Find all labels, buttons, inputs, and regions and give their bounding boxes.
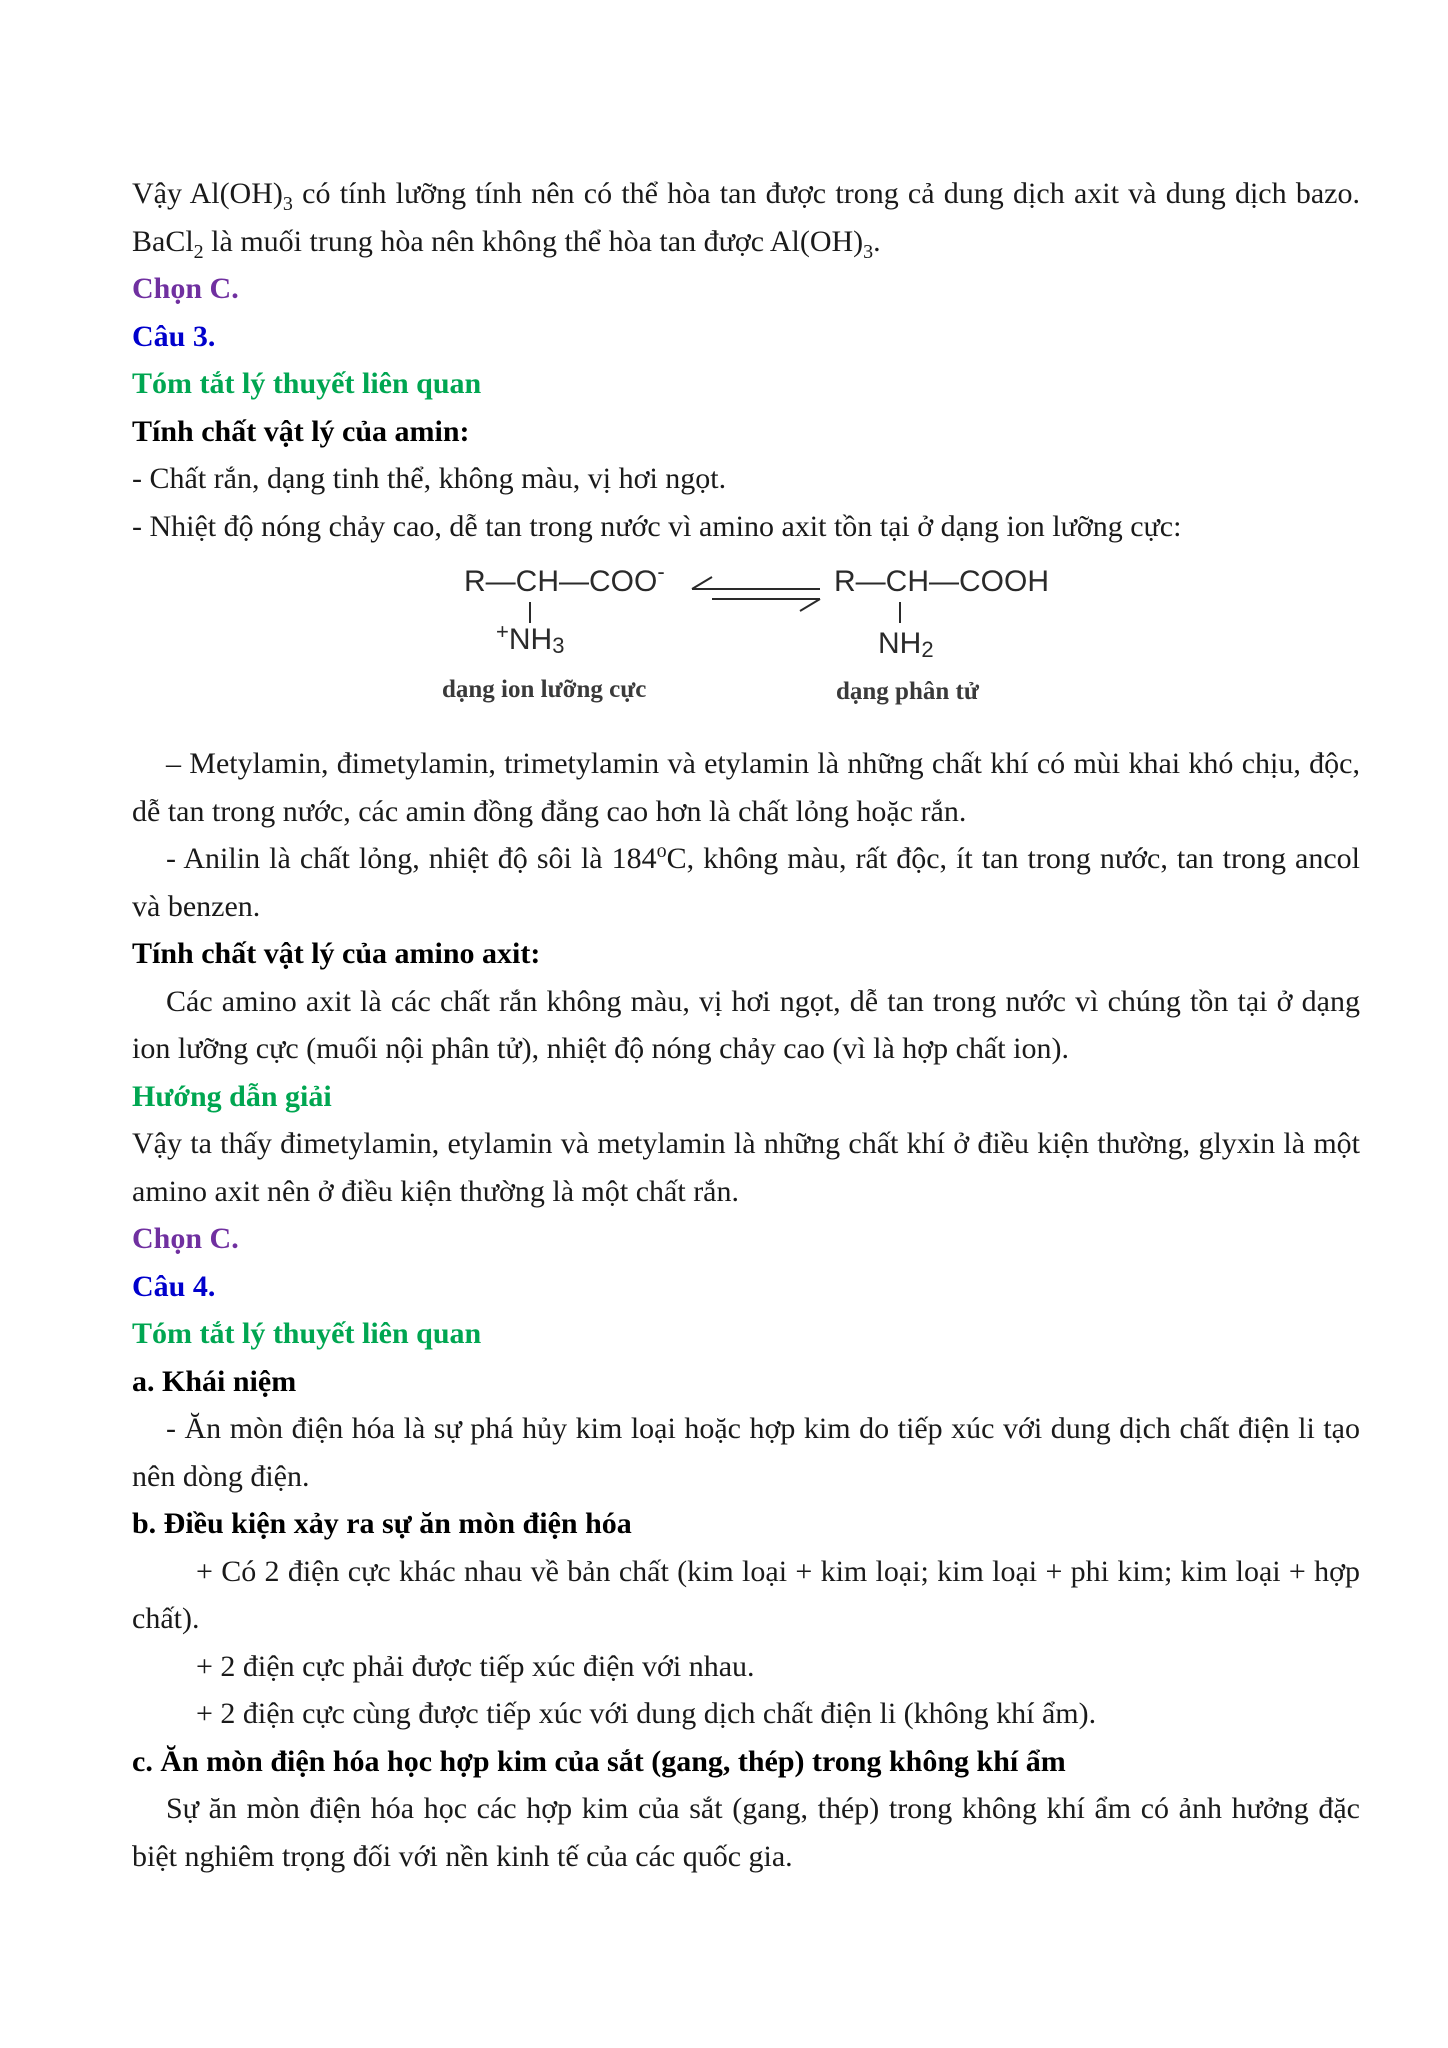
section-heading: Tóm tắt lý thuyết liên quan	[132, 367, 482, 400]
subsection-heading: c. Ăn mòn điện hóa học hợp kim của sắt (gang, thép) trong không khí ẩm	[132, 1744, 1066, 1778]
subscript: 3	[282, 193, 293, 215]
text-paragraph: Vậy ta thấy đimetylamin, etylamin và metylamin là những chất khí ở điều kiện thường, glyxin là một amino axit nên ở điều kiện thường là một chất rắn.	[132, 1127, 1360, 1208]
text-paragraph	[132, 835, 1360, 930]
formula-molecule: R—CH—COOH	[834, 565, 1049, 598]
text-line: - Nhiệt độ nóng chảy cao, dễ tan trong nước vì amino axit tồn tại ở dạng ion lưỡng cực:	[132, 509, 1182, 543]
answer-choice: Chọn C.	[132, 1222, 239, 1255]
subscript: 2	[193, 240, 204, 263]
list-item: + Có 2 điện cực khác nhau về bản chất (kim loại + kim loại; kim loại + phi kim; kim loại + hợp chất).	[132, 1554, 1360, 1635]
text-line: - Chất rắn, dạng tinh thể, không màu, vị hơi ngọt.	[132, 462, 727, 495]
intro-paragraph	[132, 170, 1360, 265]
caption-zwitterion: dạng ion lưỡng cực	[442, 676, 647, 703]
formula-nh3: +NH3	[496, 619, 565, 658]
text-run: Vậy Al(OH)	[132, 177, 283, 210]
text-run: C, không màu, rất độc, ít tan trong nước, tan trong ancol và benzen.	[132, 842, 1360, 923]
subsection-heading: Tính chất vật lý của amin:	[132, 414, 470, 448]
section-heading: Tóm tắt lý thuyết liên quan	[132, 1317, 482, 1350]
subsection-heading: b. Điều kiện xảy ra sự ăn mòn điện hóa	[132, 1507, 632, 1540]
formula-nh2: NH2	[878, 627, 934, 662]
question-number: Câu 3.	[132, 319, 216, 353]
text-paragraph: Sự ăn mòn điện hóa học các hợp kim của sắt (gang, thép) trong không khí ẩm có ảnh hưởng đặc biệt nghiêm trọng đối với nền kinh tế của các quốc gia.	[132, 1792, 1360, 1873]
answer-choice: Chọn C.	[132, 272, 239, 305]
chemical-equilibrium-figure	[132, 550, 1360, 740]
formula-zwitterion: R—CH—COO-	[464, 559, 665, 598]
question-number: Câu 4.	[132, 1269, 216, 1303]
subscript: 3	[863, 240, 874, 263]
subsection-heading: a. Khái niệm	[132, 1364, 297, 1398]
text-run: .	[873, 224, 881, 258]
text-paragraph: Các amino axit là các chất rắn không màu, vị hơi ngọt, dễ tan trong nước vì chúng tồn tại ở dạng ion lưỡng cực (muối nội phân tử), nhiệt độ nóng chảy cao (vì là hợp chất ion).	[132, 984, 1360, 1065]
superscript: o	[656, 840, 667, 862]
text-paragraph: – Metylamin, đimetylamin, trimetylamin và etylamin là những chất khí có mùi khai khó chịu, độc, dễ tan trong nước, các amin đồng đẳng cao hơn là chất lỏng hoặc rắn.	[132, 747, 1360, 828]
text-run: có tính lưỡng tính nên có thể hòa tan được trong cả dung dịch axit và dung dịch bazo. BaCl	[132, 177, 1360, 258]
subsection-heading: Tính chất vật lý của amino axit:	[132, 937, 541, 970]
equilibrium-diagram	[132, 550, 1360, 740]
text-run: là muối trung hòa nên không thể hòa tan được Al(OH)	[203, 224, 864, 258]
caption-molecule: dạng phân tử	[836, 678, 979, 705]
text-run: - Anilin là chất lỏng, nhiệt độ sôi là 184	[166, 842, 657, 875]
list-item: + 2 điện cực phải được tiếp xúc điện với nhau.	[196, 1649, 755, 1683]
equilibrium-arrows	[692, 577, 820, 611]
section-heading: Hướng dẫn giải	[132, 1079, 332, 1113]
text-paragraph: - Ăn mòn điện hóa là sự phá hủy kim loại hoặc hợp kim do tiếp xúc với dung dịch chất điện li tạo nên dòng điện.	[132, 1412, 1360, 1493]
document-page	[132, 170, 1360, 1880]
list-item: + 2 điện cực cùng được tiếp xúc với dung dịch chất điện li (không khí ẩm).	[196, 1697, 1097, 1730]
